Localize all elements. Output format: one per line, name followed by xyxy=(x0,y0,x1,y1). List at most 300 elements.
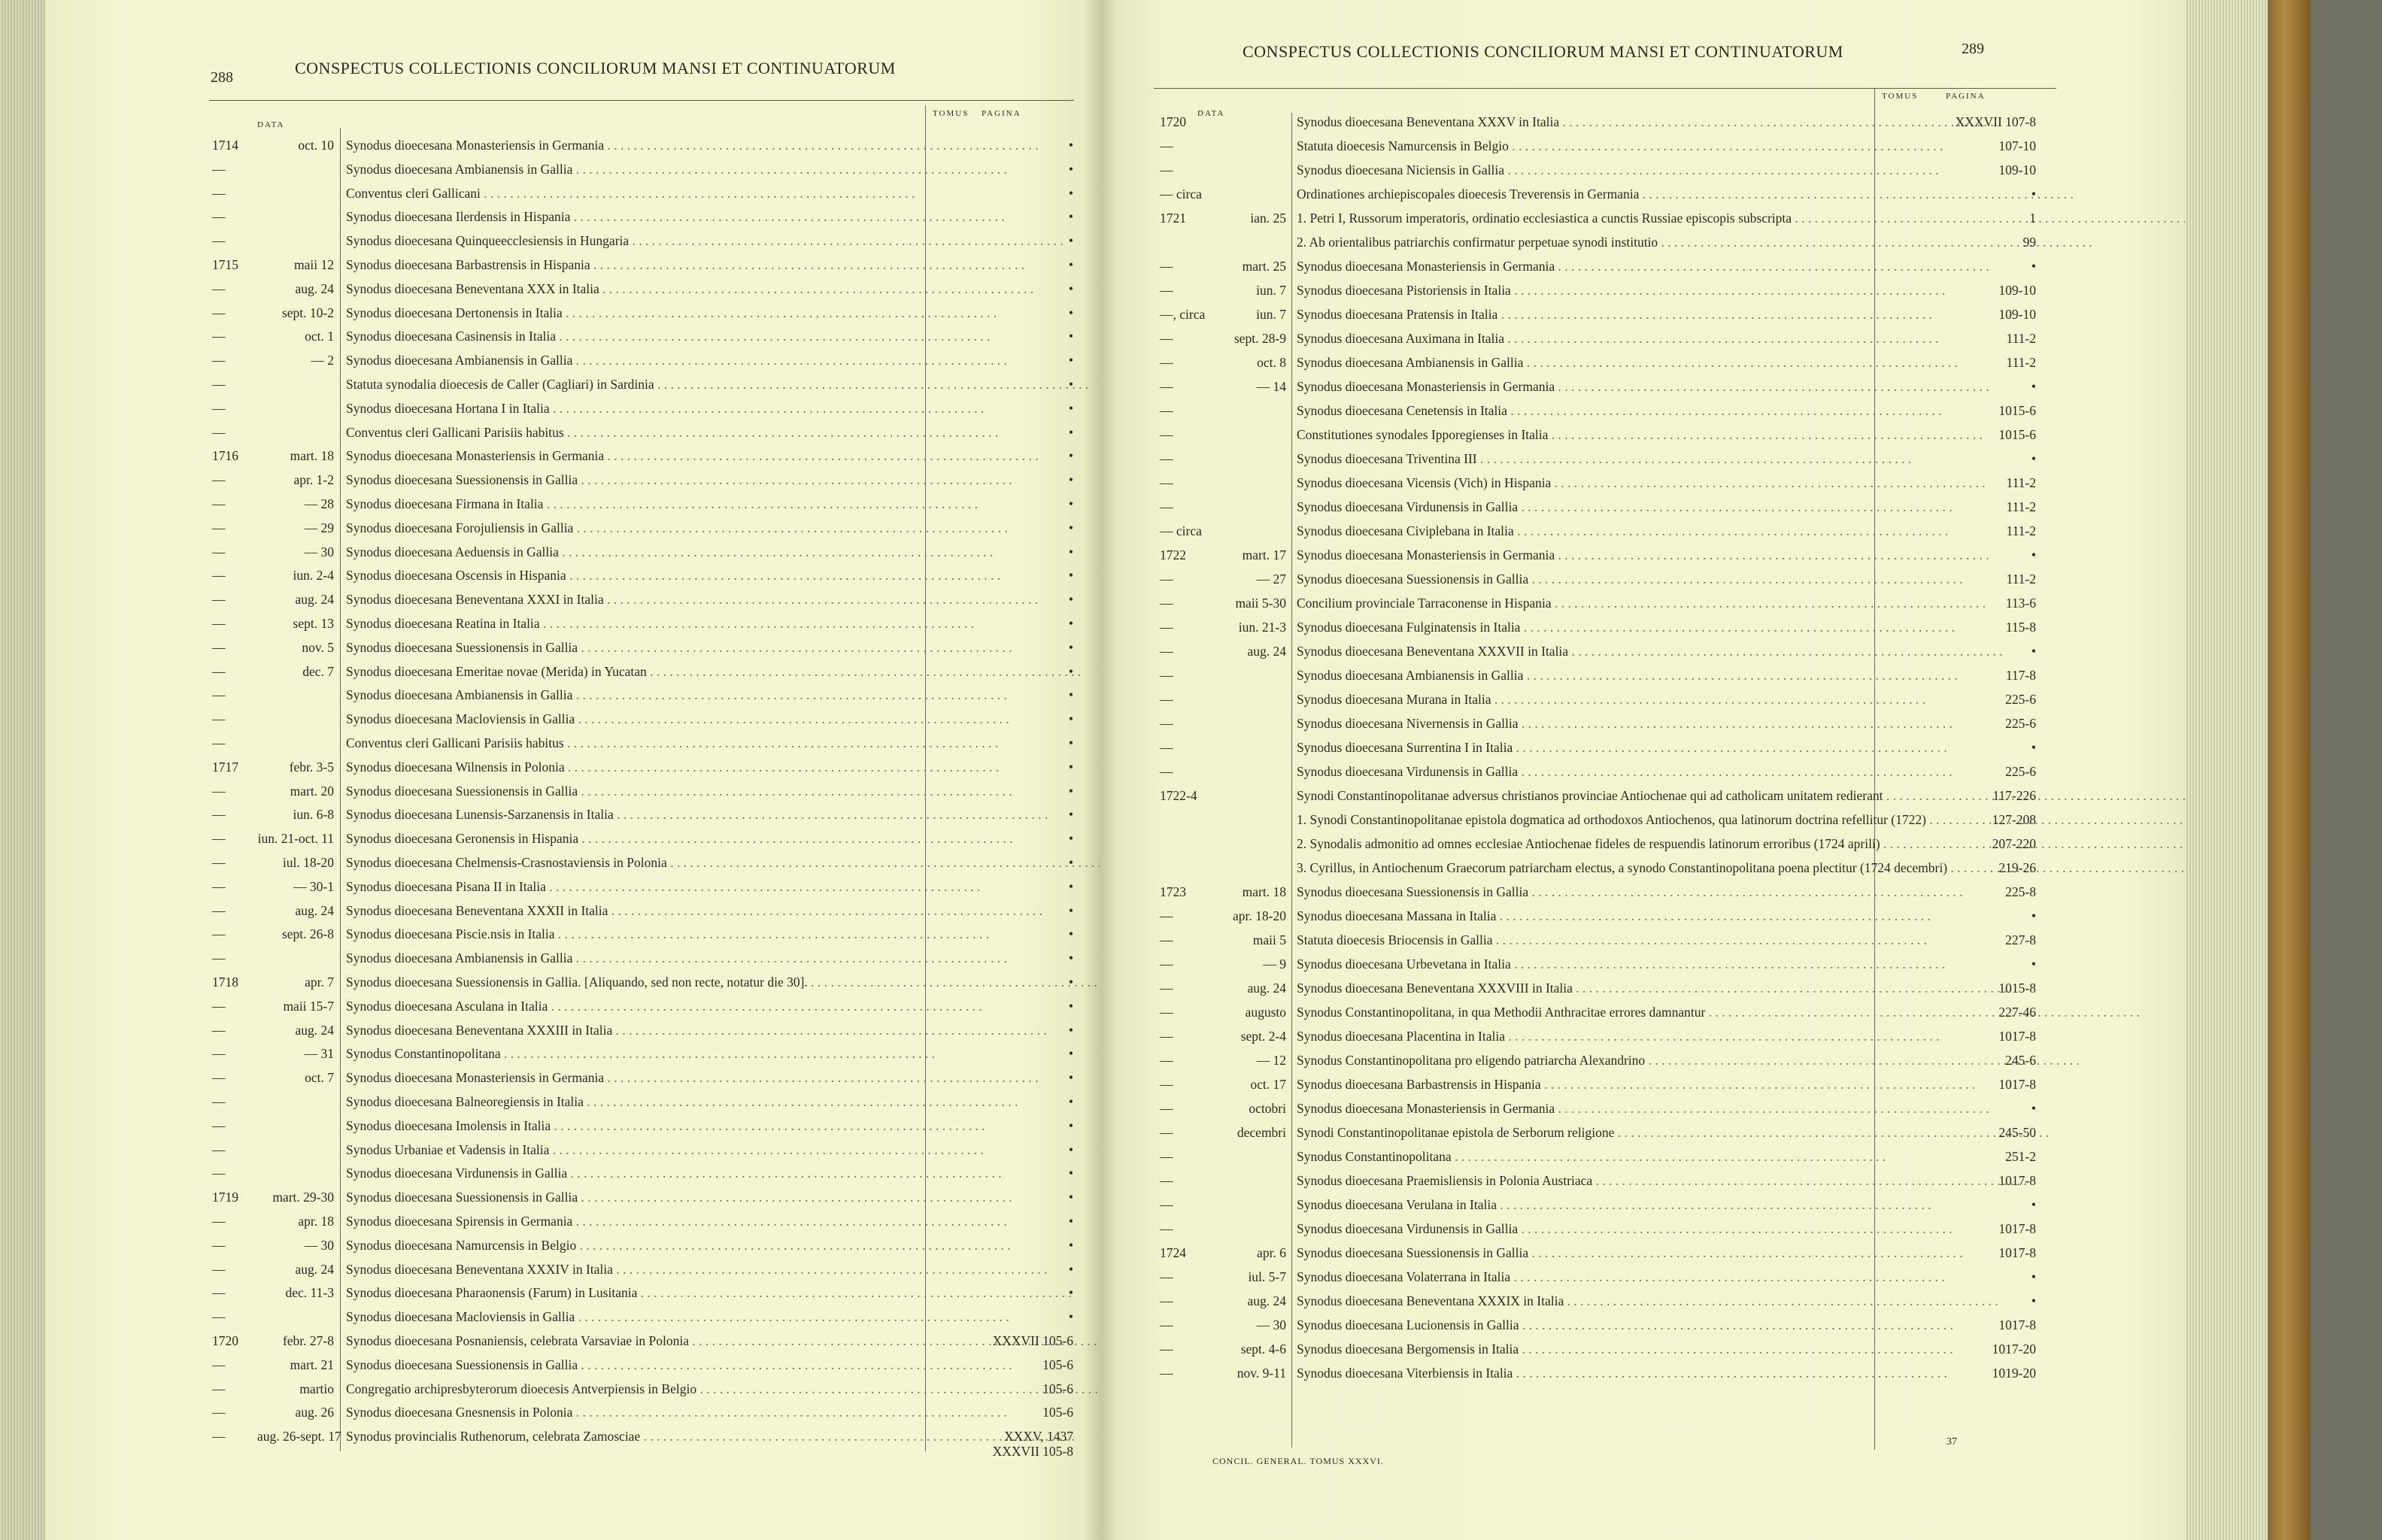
entry-description: Synodus dioecesana Monasteriensis in Germania . . . xyxy=(346,138,919,153)
entry-row xyxy=(212,855,1077,878)
entry-row xyxy=(212,568,1077,591)
entry-reference: • xyxy=(1068,1070,1073,1086)
entry-description: Synodus dioecesana Chelmensis-Crasnostaviensis in Polonia . . . xyxy=(346,855,919,870)
entry-date: aug. 24 xyxy=(295,592,334,608)
entry-row xyxy=(1160,1221,2085,1244)
entry-date: apr. 1-2 xyxy=(293,472,334,488)
entry-reference: • xyxy=(1068,472,1073,488)
entry-year: 1723 xyxy=(1160,884,1186,899)
entry-year: — xyxy=(212,377,226,392)
entry-year: — xyxy=(1160,740,1173,755)
entry-description: Constitutiones synodales Ipporegienses in Italia . . . xyxy=(1297,427,1870,442)
entry-year: — xyxy=(1160,331,1173,346)
entry-year: — xyxy=(212,1285,226,1301)
entry-description: Synodus dioecesana Pratensis in Italia . . . xyxy=(1297,307,1870,322)
entry-year: — xyxy=(212,735,226,750)
entry-date: iun. 21-3 xyxy=(1238,620,1286,635)
entry-description: Synodus dioecesana Suessionensis in Gallia . . . xyxy=(1297,884,1870,899)
entry-description: Synodus Urbaniae et Vadensis in Italia . . . xyxy=(346,1142,919,1157)
entry-row xyxy=(212,831,1077,854)
entry-row xyxy=(1160,1341,2085,1365)
entry-row xyxy=(1160,956,2085,980)
entry-description: Synodus dioecesana Ambianensis in Gallia . . . xyxy=(1297,668,1870,683)
entry-description: Synodus dioecesana Praemisliensis in Polonia Austriaca . . . xyxy=(1297,1173,1870,1188)
entry-description: Synodus dioecesana Virdunensis in Gallia . . . xyxy=(346,1166,919,1181)
entry-year: — xyxy=(1160,379,1173,394)
entry-description: Synodus dioecesana Beneventana XXXVIII in Italia . . . xyxy=(1297,981,1870,996)
entry-description: Synodus dioecesana Spirensis in Germania . . . xyxy=(346,1214,919,1229)
entry-reference: • xyxy=(1068,353,1073,368)
entry-year: 1716 xyxy=(212,448,238,464)
entry-reference: • xyxy=(1068,400,1073,416)
entry-description: Synodus dioecesana Nivernensis in Gallia . . . xyxy=(1297,716,1870,731)
entry-date: augusto xyxy=(1245,1005,1286,1020)
entry-year: 1714 xyxy=(212,138,238,153)
entry-year: — xyxy=(212,1166,226,1181)
entry-row xyxy=(1160,836,2085,859)
entry-row xyxy=(1160,451,2085,474)
entry-reference: • xyxy=(1068,377,1073,392)
entry-year: — xyxy=(212,831,226,847)
entry-year: —, circa xyxy=(1160,307,1206,322)
entry-description: Synodus dioecesana Macloviensis in Gallia . . . xyxy=(346,1309,919,1324)
entry-reference: 111-2 xyxy=(2006,475,2036,490)
entry-year: — xyxy=(212,1141,226,1157)
entry-reference: • xyxy=(1068,878,1073,894)
entry-reference: • xyxy=(1068,759,1073,775)
entry-description: Synodus dioecesana Beneventana XXXIV in Italia . . . xyxy=(346,1262,919,1277)
entry-date: oct. 17 xyxy=(1250,1077,1286,1092)
entry-description: Synodus dioecesana Suessionensis in Gallia . . . xyxy=(346,1357,919,1372)
entry-year: — xyxy=(212,496,226,511)
entry-description: Synodus dioecesana Oscensis in Hispania . . . xyxy=(346,568,919,583)
entry-row xyxy=(1160,644,2085,667)
entry-year: — xyxy=(212,592,226,608)
entry-reference: • xyxy=(2031,1101,2036,1116)
entry-year: 1719 xyxy=(212,1190,238,1205)
entry-reference: 117-8 xyxy=(2005,668,2036,683)
entry-row xyxy=(1160,211,2085,234)
entry-row xyxy=(212,735,1077,759)
entry-date: martio xyxy=(299,1381,334,1396)
entry-year: — xyxy=(1160,1173,1173,1188)
entry-description: Synodus dioecesana Placentina in Italia . . . xyxy=(1297,1029,1870,1044)
entry-year: — xyxy=(212,1070,226,1086)
entry-description: Statuta dioecesis Namurcensis in Belgio . . . xyxy=(1297,138,1870,153)
entry-date: decembri xyxy=(1237,1125,1286,1140)
entry-year: — xyxy=(1160,355,1173,370)
entry-row xyxy=(1160,860,2085,884)
entry-reference: • xyxy=(2031,451,2036,466)
entry-description: Synodus dioecesana Murana in Italia . . . xyxy=(1297,692,1870,707)
entry-description: Synodus dioecesana Aeduensis in Gallia . . . xyxy=(346,544,919,559)
entry-reference: 105-6 xyxy=(1042,1405,1073,1420)
entry-description: Synodus dioecesana Beneventana XXXI in Italia . . . xyxy=(346,592,919,607)
entry-row xyxy=(212,472,1077,496)
entry-year: — xyxy=(212,568,226,584)
entry-row xyxy=(1160,499,2085,523)
entry-row xyxy=(1160,379,2085,402)
entry-year: — xyxy=(212,353,226,368)
entry-date: aug. 24 xyxy=(295,280,334,296)
entry-reference: • xyxy=(1068,209,1073,225)
entry-row xyxy=(1160,307,2085,330)
entry-description: Synodus dioecesana Verulana in Italia . . . xyxy=(1297,1197,1870,1212)
entry-year: — xyxy=(1160,1221,1173,1236)
entry-description: Concilium provinciale Tarraconense in Hispania . . . xyxy=(1297,596,1870,611)
entry-description: Synodus dioecesana Piscie.nsis in Italia . . . xyxy=(346,926,919,941)
entry-date: maii 15-7 xyxy=(283,998,334,1014)
entry-date: — 2 xyxy=(311,353,334,368)
entry-reference: 207-220 xyxy=(1992,836,2036,851)
entry-year: — xyxy=(1160,981,1173,996)
entry-year: — xyxy=(212,616,226,631)
entry-row xyxy=(212,1238,1077,1261)
entry-year: — xyxy=(212,520,226,535)
entry-row xyxy=(212,592,1077,615)
entry-date: — 28 xyxy=(304,496,334,511)
entry-description: Synodus dioecesana Geronensis in Hispania . . . xyxy=(346,831,919,846)
sheet-signature: 37 xyxy=(1947,1436,1957,1448)
col-head-data: DATA xyxy=(257,120,285,129)
entry-year: — xyxy=(1160,283,1173,298)
entry-description: Synodus dioecesana Ambianensis in Gallia . . . xyxy=(346,353,919,368)
entry-description: 2. Synodalis admonitio ad omnes ecclesiae Antiochenae fideles de respuendis latinorum erroribus (1724 aprili) . . . xyxy=(1297,836,1870,851)
entry-row xyxy=(212,664,1077,687)
col-head-tomus: TOMUS xyxy=(1882,92,1919,101)
entry-description: Synodus dioecesana Forojuliensis in Gallia . . . xyxy=(346,520,919,535)
entry-row xyxy=(1160,788,2085,811)
entry-row xyxy=(1160,138,2085,162)
entry-reference: • xyxy=(1068,233,1073,249)
entry-date: oct. 7 xyxy=(305,1070,334,1086)
entry-year: 1720 xyxy=(212,1333,238,1348)
entry-row xyxy=(1160,1173,2085,1196)
entry-description: Synodus dioecesana Suessionensis in Gallia . . . xyxy=(346,640,919,655)
entry-year: — xyxy=(212,280,226,296)
entry-reference: 225-8 xyxy=(2005,884,2036,899)
entry-year: 1722 xyxy=(1160,547,1186,562)
entry-reference: 1019-20 xyxy=(1992,1366,2036,1381)
entry-reference: • xyxy=(1068,1309,1073,1325)
entry-row xyxy=(212,1381,1077,1405)
entry-reference: • xyxy=(1068,855,1073,870)
entry-date: mart. 21 xyxy=(290,1357,334,1372)
col-head-pagina: PAGINA xyxy=(982,109,1021,118)
entry-row xyxy=(212,1190,1077,1213)
entry-row xyxy=(1160,186,2085,210)
entry-reference: 1015-6 xyxy=(1998,403,2036,418)
entry-reference: • xyxy=(1068,1285,1073,1301)
entry-row xyxy=(212,640,1077,663)
entry-row xyxy=(212,975,1077,998)
entry-year: — xyxy=(1160,1101,1173,1116)
entry-reference: 1017-8 xyxy=(1998,1221,2036,1236)
entry-reference: • xyxy=(1068,544,1073,559)
header-rule xyxy=(1154,88,2056,89)
entry-year: 1724 xyxy=(1160,1245,1186,1260)
entry-description: Congregatio archipresbyterorum dioecesis Antverpiensis in Belgio . . . xyxy=(346,1381,919,1396)
entry-description: Synodus dioecesana Viterbiensis in Italia . . . xyxy=(1297,1366,1870,1381)
entry-year: 1722-4 xyxy=(1160,788,1197,803)
entry-year: — xyxy=(1160,475,1173,490)
entry-reference: • xyxy=(1068,1117,1073,1133)
entry-date: apr. 7 xyxy=(305,975,334,990)
entry-row xyxy=(1160,547,2085,571)
entry-row xyxy=(212,999,1077,1022)
entry-date: — 30-1 xyxy=(293,878,334,894)
gutter-shadow xyxy=(1083,0,1116,1540)
entry-description: Synodus dioecesana Monasteriensis in Germania . . . xyxy=(346,1070,919,1085)
entry-year: — xyxy=(212,1237,226,1253)
entry-row xyxy=(1160,1245,2085,1269)
entry-row xyxy=(1160,523,2085,547)
entry-row xyxy=(212,209,1077,232)
entry-year: — xyxy=(1160,571,1173,587)
entry-reference: 219-26 xyxy=(1998,860,2036,875)
entry-year: — xyxy=(212,1046,226,1062)
entry-year: — xyxy=(212,807,226,823)
entry-date: mart. 17 xyxy=(1242,547,1286,562)
entry-year: — xyxy=(212,687,226,703)
entry-description: Synodus dioecesana Emeritae novae (Merida) in Yucatan . . . xyxy=(346,664,919,679)
entry-reference: • xyxy=(1068,1166,1073,1181)
entry-description: Synodus dioecesana Monasteriensis in Germania . . . xyxy=(1297,547,1870,562)
entry-reference: • xyxy=(1068,639,1073,655)
entry-row xyxy=(1160,740,2085,763)
col-head-tomus: TOMUS xyxy=(933,109,969,118)
entry-year: — xyxy=(1160,692,1173,707)
page-number: 289 xyxy=(1962,41,1984,57)
right-page-edges xyxy=(2185,0,2271,1540)
entry-description: Synodus dioecesana Beneventana XXXIII in Italia . . . xyxy=(346,1023,919,1038)
entry-reference: XXXVII 107-8 xyxy=(1955,114,2036,129)
entry-row xyxy=(212,1118,1077,1141)
entry-description: Statuta dioecesis Briocensis in Gallia . . . xyxy=(1297,932,1870,947)
entry-date: sept. 13 xyxy=(293,616,334,631)
entry-reference: • xyxy=(2031,547,2036,562)
entry-row xyxy=(212,1214,1077,1237)
entry-reference: 227-8 xyxy=(2005,932,2036,947)
entry-year: — xyxy=(212,878,226,894)
running-head: CONSPECTUS COLLECTIONIS CONCILIORUM MANSI ET CONTINUATORUM xyxy=(1243,42,1843,61)
entry-description: Synodus dioecesana Monasteriensis in Germania . . . xyxy=(1297,1101,1870,1116)
entry-reference: • xyxy=(1068,902,1073,918)
entry-reference: • xyxy=(1068,1261,1073,1277)
entry-row xyxy=(1160,596,2085,619)
entry-description: Synodus dioecesana Imolensis in Italia . . . xyxy=(346,1118,919,1133)
entry-row xyxy=(212,1166,1077,1189)
entry-date: mart. 20 xyxy=(290,783,334,799)
entry-reference: • xyxy=(1068,926,1073,942)
entry-reference: • xyxy=(1068,711,1073,727)
entry-description: Synodus dioecesana Beneventana XXX in Italia . . . xyxy=(346,281,919,296)
entry-row xyxy=(212,377,1077,400)
entry-description: Synodus dioecesana Cenetensis in Italia . . . xyxy=(1297,403,1870,418)
entry-reference: • xyxy=(1068,448,1073,464)
entry-description: Synodus dioecesana Ambianensis in Gallia . . . xyxy=(346,950,919,966)
entry-description: Synodus dioecesana Balneoregiensis in Italia . . . xyxy=(346,1094,919,1109)
entry-row xyxy=(1160,716,2085,739)
entry-description: Synodus dioecesana Firmana in Italia . . . xyxy=(346,496,919,511)
right-page xyxy=(1100,0,2185,1540)
entry-year: — xyxy=(212,926,226,942)
entry-reference: 1 xyxy=(2029,211,2036,226)
entry-reference: 99 xyxy=(2022,235,2036,250)
entry-reference: • xyxy=(1068,1214,1073,1229)
entry-row xyxy=(212,496,1077,520)
entry-year: — xyxy=(212,663,226,679)
entry-description: Synodus dioecesana Dertonensis in Italia . . . xyxy=(346,305,919,320)
entry-description: Synodus dioecesana Quinqueecclesiensis in Hungaria . . . xyxy=(346,233,919,248)
entry-reference: 1017-8 xyxy=(1998,1029,2036,1044)
entry-reference: 245-50 xyxy=(1998,1125,2036,1140)
entry-row xyxy=(1160,1005,2085,1028)
entry-description: Synodus dioecesana Vicensis (Vich) in Hispania . . . xyxy=(1297,475,1870,490)
entry-year: — xyxy=(212,902,226,918)
entry-reference: 111-2 xyxy=(2006,331,2036,346)
entry-row xyxy=(1160,427,2085,450)
entry-reference: • xyxy=(1068,280,1073,296)
entry-reference: 251-2 xyxy=(2005,1149,2036,1164)
left-page xyxy=(45,0,1100,1540)
entry-row xyxy=(1160,1149,2085,1172)
entry-reference: • xyxy=(1068,687,1073,703)
entry-year: — xyxy=(212,783,226,799)
entry-date: apr. 18 xyxy=(298,1214,334,1229)
entry-row xyxy=(212,186,1077,209)
entry-row xyxy=(212,1285,1077,1308)
entry-reference: 1017-20 xyxy=(1992,1341,2036,1357)
entry-description: 1. Synodi Constantinopolitanae epistola dogmatica ad orthodoxos Antiochenos, qua latinorum doctrina refellitur (1722) . . . xyxy=(1297,812,1870,827)
entry-date: oct. 8 xyxy=(1257,355,1286,370)
entry-row xyxy=(212,329,1077,352)
entry-year: 1717 xyxy=(212,759,238,775)
entry-year: — xyxy=(212,1094,226,1109)
entry-description: Synodus dioecesana Monasteriensis in Germania . . . xyxy=(346,448,919,463)
entry-year: — xyxy=(212,1214,226,1229)
entry-description: Synodus dioecesana Volaterrana in Italia . . . xyxy=(1297,1269,1870,1284)
entry-date: aug. 24 xyxy=(1247,1293,1286,1308)
entry-reference: • xyxy=(1068,138,1073,153)
entry-description: Synodi Constantinopolitanae epistola de Serborum religione . . . xyxy=(1297,1125,1870,1140)
entry-date: sept. 26-8 xyxy=(281,926,334,942)
entry-year: — xyxy=(1160,620,1173,635)
book-cover-edge xyxy=(2268,0,2311,1540)
entry-year: — xyxy=(212,329,226,344)
entry-description: Synodus dioecesana Pisana II in Italia . . . xyxy=(346,879,919,894)
entry-year: — xyxy=(1160,1029,1173,1044)
entry-year: — xyxy=(212,1405,226,1420)
entry-year: — xyxy=(212,209,226,225)
entry-reference: • xyxy=(1068,1022,1073,1038)
entry-year: — xyxy=(212,400,226,416)
entry-year: — xyxy=(1160,1053,1173,1068)
entry-reference: • xyxy=(2031,379,2036,394)
entry-date: oct. 1 xyxy=(305,329,334,344)
entry-row xyxy=(1160,114,2085,138)
entry-description: Synodus dioecesana Pharaonensis (Farum) in Lusitania . . . xyxy=(346,1285,919,1300)
entry-description: Synodus provincialis Ruthenorum, celebrata Zamosciae . . . xyxy=(346,1429,919,1444)
entry-reference: • xyxy=(2031,259,2036,274)
entry-date: iun. 7 xyxy=(1256,283,1286,298)
entry-description: Conventus cleri Gallicani Parisiis habitus . . . xyxy=(346,425,919,440)
entry-row xyxy=(1160,259,2085,282)
entry-row xyxy=(1160,1269,2085,1293)
entry-reference: 111-2 xyxy=(2006,523,2036,538)
entry-description: Synodus dioecesana Auximana in Italia . . . xyxy=(1297,331,1870,346)
entry-row xyxy=(212,1357,1077,1381)
entry-date: maii 5-30 xyxy=(1235,596,1286,611)
entry-description: Synodus dioecesana Virdunensis in Gallia . . . xyxy=(1297,1221,1870,1236)
entry-description: Synodus Constantinopolitana . . . xyxy=(346,1046,919,1061)
entry-year: — xyxy=(212,1261,226,1277)
entry-year: — xyxy=(212,1022,226,1038)
entry-year: — xyxy=(212,1309,226,1325)
entry-year: 1721 xyxy=(1160,211,1186,226)
entry-description: Synodus dioecesana Lunensis-Sarzanensis in Italia . . . xyxy=(346,807,919,822)
entry-reference: • xyxy=(1068,257,1073,272)
entry-description: Conventus cleri Gallicani Parisiis habitus . . . xyxy=(346,735,919,750)
entry-date: — 14 xyxy=(1256,379,1286,394)
entry-date: febr. 3-5 xyxy=(289,759,334,775)
entry-row xyxy=(1160,235,2085,258)
entry-year: — xyxy=(212,1381,226,1396)
entry-reference: • xyxy=(1068,783,1073,799)
entry-row xyxy=(212,759,1077,783)
entry-row xyxy=(212,1262,1077,1285)
entry-year: — xyxy=(212,305,226,320)
entry-year: — circa xyxy=(1160,186,1202,202)
entry-row xyxy=(212,1070,1077,1093)
entry-description: 3. Cyrillus, in Antiochenum Graecorum patriarcham electus, a synodo Constantinopolitana poena plectitur (1724 decembri) . . . xyxy=(1297,860,1870,875)
entry-date: nov. 5 xyxy=(302,639,334,655)
entry-row xyxy=(212,448,1077,471)
entry-description: Synodus Constantinopolitana pro eligendo patriarcha Alexandrino . . . xyxy=(1297,1053,1870,1068)
entry-year: — xyxy=(1160,644,1173,659)
footer-signature: CONCIL. GENERAL. TOMUS XXXVI. xyxy=(1212,1456,1384,1466)
entry-year: — xyxy=(1160,668,1173,683)
entry-reference: 111-2 xyxy=(2006,571,2036,587)
entry-row xyxy=(212,950,1077,974)
entry-row xyxy=(1160,1125,2085,1148)
entry-date: mart. 29-30 xyxy=(272,1190,334,1205)
entry-year: — xyxy=(1160,716,1173,731)
entry-date: — 30 xyxy=(304,544,334,559)
entry-row xyxy=(1160,620,2085,643)
entry-reference: • xyxy=(2031,956,2036,972)
entry-row xyxy=(212,1023,1077,1046)
entry-reference: • xyxy=(1068,496,1073,511)
entry-reference: • xyxy=(1068,520,1073,535)
entry-row xyxy=(1160,1317,2085,1341)
header-rule xyxy=(209,100,1074,101)
entry-date: apr. 18-20 xyxy=(1233,908,1286,923)
entry-row xyxy=(1160,1366,2085,1389)
entry-description: Synodus dioecesana Beneventana XXXVII in Italia . . . xyxy=(1297,644,1870,659)
entry-year: — xyxy=(1160,1293,1173,1308)
entry-date: iul. 5-7 xyxy=(1248,1269,1286,1284)
entry-reference: • xyxy=(1068,1237,1073,1253)
entry-row xyxy=(1160,1029,2085,1052)
entry-reference: • xyxy=(1068,831,1073,847)
entry-description: Synodus dioecesana Civiplebana in Italia . . . xyxy=(1297,523,1870,538)
entry-year: — xyxy=(1160,259,1173,274)
entry-row xyxy=(212,1333,1077,1357)
entry-year: — xyxy=(1160,451,1173,466)
entry-description: 1. Petri I, Russorum imperatoris, ordinatio ecclesiastica a cunctis Russiae episcopis subscripta . . . xyxy=(1297,211,1870,226)
entry-date: apr. 6 xyxy=(1257,1245,1286,1260)
